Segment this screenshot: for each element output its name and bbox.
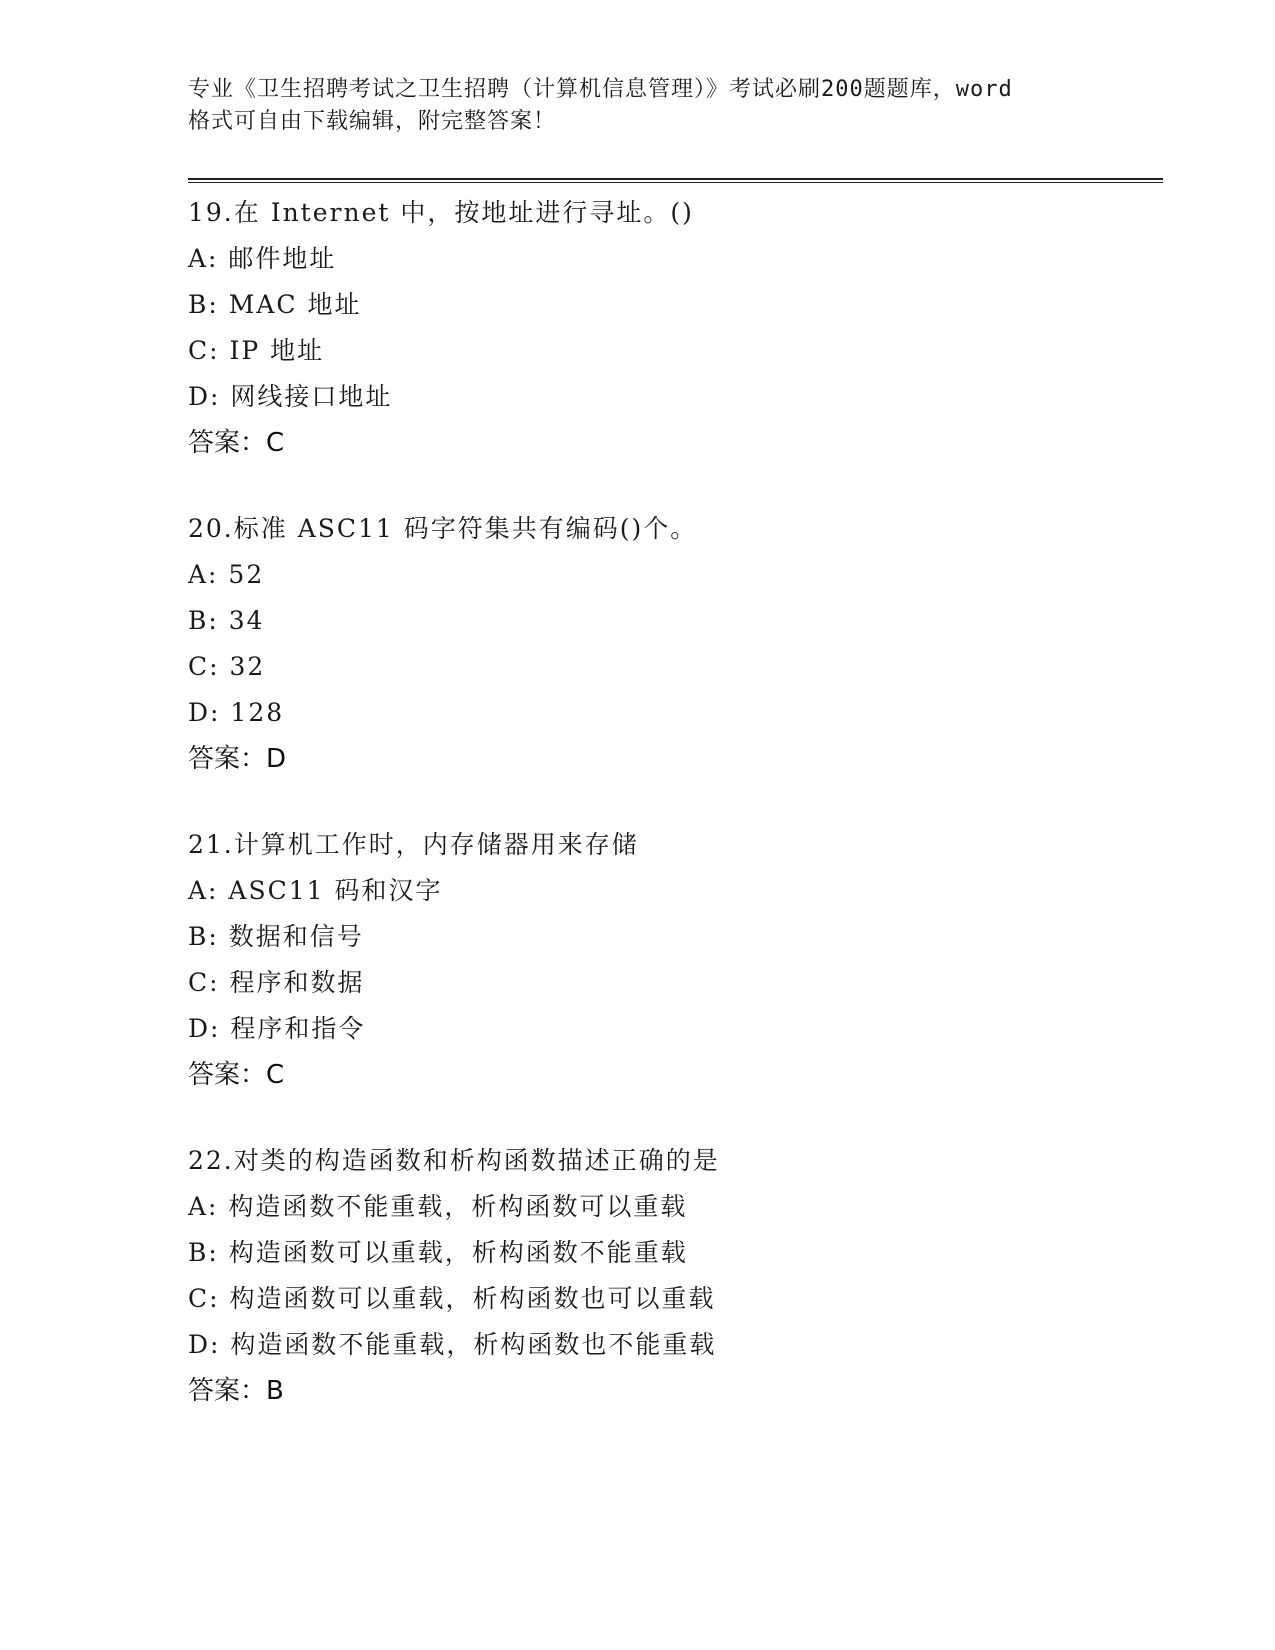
header-divider xyxy=(188,178,1163,183)
question-19 xyxy=(188,190,1163,466)
option-d: D: 128 xyxy=(188,698,285,727)
option-b: B: 数据和信号 xyxy=(188,922,364,951)
question-20 xyxy=(188,506,1163,782)
question-stem: 21.计算机工作时，内存储器用来存储 xyxy=(188,830,639,859)
answer-label: 答案：C xyxy=(188,1060,285,1090)
option-a: A: 邮件地址 xyxy=(188,244,337,273)
option-a: A: 构造函数不能重载，析构函数可以重载 xyxy=(188,1192,688,1221)
option-c: C: 程序和数据 xyxy=(188,968,365,997)
question-stem: 22.对类的构造函数和析构函数描述正确的是 xyxy=(188,1146,720,1175)
question-22 xyxy=(188,1138,1163,1414)
option-c: C: 32 xyxy=(188,652,266,681)
answer-label: 答案：C xyxy=(188,428,285,458)
question-stem: 19.在 Internet 中，按地址进行寻址。() xyxy=(188,198,694,227)
question-21 xyxy=(188,822,1163,1098)
answer-label: 答案：B xyxy=(188,1376,284,1406)
option-b: B: 34 xyxy=(188,606,265,635)
option-b: B: MAC 地址 xyxy=(188,290,362,319)
header-line-2: 格式可自由下载编辑，附完整答案！ xyxy=(188,109,557,134)
document-header xyxy=(188,74,1088,138)
option-c: C: IP 地址 xyxy=(188,336,325,365)
option-d: D: 构造函数不能重载，析构函数也不能重载 xyxy=(188,1330,717,1359)
option-a: A: 52 xyxy=(188,560,265,589)
question-list xyxy=(188,190,1163,1454)
option-b: B: 构造函数可以重载，析构函数不能重载 xyxy=(188,1238,688,1267)
option-a: A: ASC11 码和汉字 xyxy=(188,876,443,905)
answer-label: 答案：D xyxy=(188,744,287,774)
option-d: D: 网线接口地址 xyxy=(188,382,393,411)
option-c: C: 构造函数可以重载，析构函数也可以重载 xyxy=(188,1284,716,1313)
question-stem: 20.标准 ASC11 码字符集共有编码()个。 xyxy=(188,514,698,543)
header-line-1: 专业《卫生招聘考试之卫生招聘（计算机信息管理）》考试必刷200题题库，word xyxy=(188,77,1013,102)
option-d: D: 程序和指令 xyxy=(188,1014,366,1043)
